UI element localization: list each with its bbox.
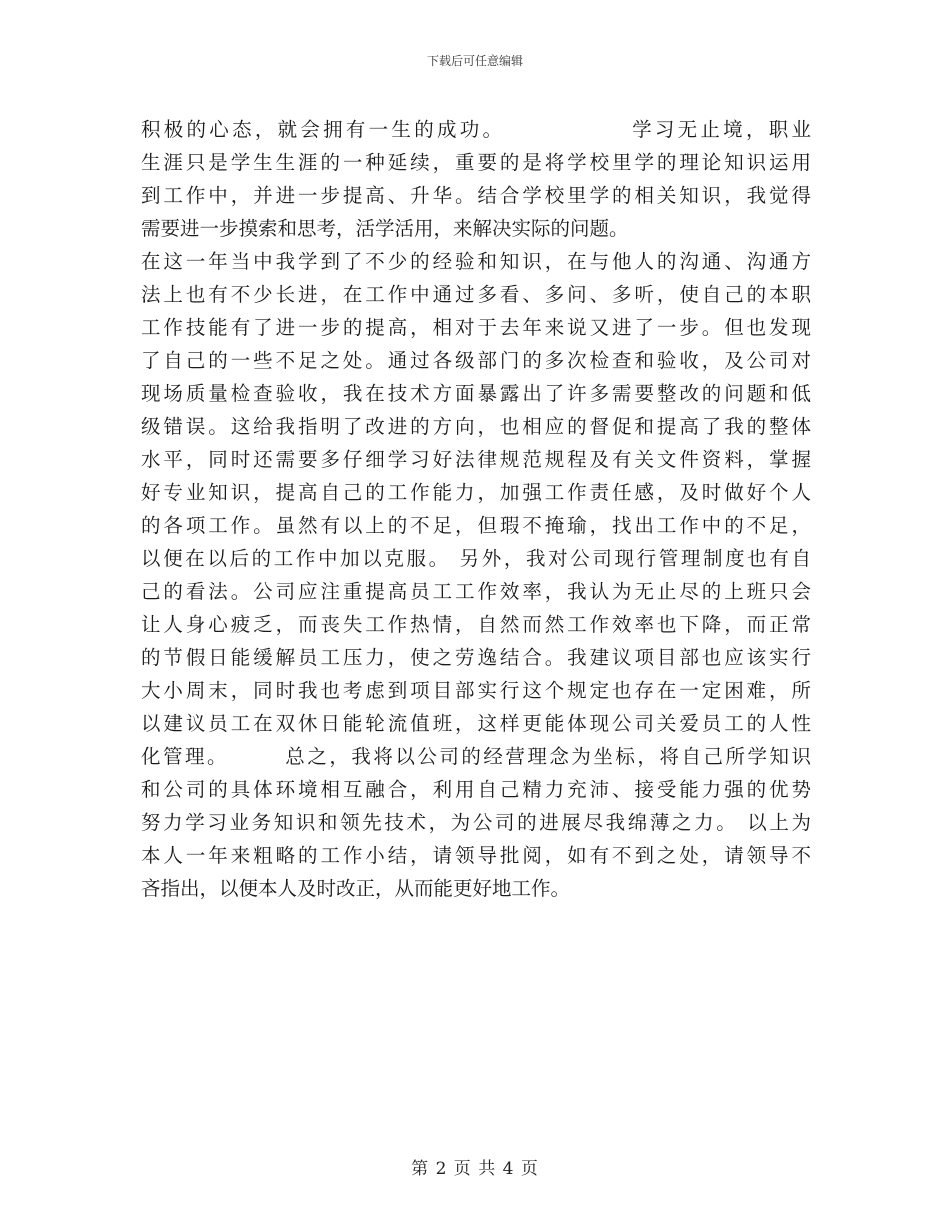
text-line: 在这一年当中我学到了不少的经验和知识，在与他人的沟通、沟通方 bbox=[141, 250, 811, 273]
text-line: 法上也有不少长进，在工作中通过多看、多问、多听，使自己的本职 bbox=[141, 283, 811, 306]
text-line: 以便在以后的工作中加以克服。 另外，我对公司现行管理制度也有自 bbox=[141, 547, 811, 570]
text-line: 现场质量检查验收，我在技术方面暴露出了许多需要整改的问题和低 bbox=[141, 382, 811, 405]
text-line: 吝指出，以便本人及时改正，从而能更好地工作。 bbox=[141, 877, 571, 900]
text-line: 化管理。 总之，我将以公司的经营理念为坐标，将自己所学知识 bbox=[141, 745, 811, 768]
text-line: 以建议员工在双休日能轮流值班，这样更能体现公司关爱员工的人性 bbox=[141, 712, 811, 735]
text-line: 积极的心态，就会拥有一生的成功。 学习无止境，职业 bbox=[141, 118, 811, 141]
text-line: 好专业知识，提高自己的工作能力，加强工作责任感，及时做好个人 bbox=[141, 481, 811, 504]
text-line: 水平，同时还需要多仔细学习好法律规范规程及有关文件资料，掌握 bbox=[141, 448, 811, 471]
text-line: 本人一年来粗略的工作小结，请领导批阅，如有不到之处，请领导不 bbox=[141, 844, 811, 867]
text-line: 大小周末，同时我也考虑到项目部实行这个规定也存在一定困难，所 bbox=[141, 679, 811, 702]
text-line: 生涯只是学生生涯的一种延续，重要的是将学校里学的理论知识运用 bbox=[141, 151, 811, 174]
text-line: 级错误。这给我指明了改进的方向，也相应的督促和提高了我的整体 bbox=[141, 415, 811, 438]
text-line: 的各项工作。虽然有以上的不足，但瑕不掩瑜，找出工作中的不足， bbox=[141, 514, 811, 537]
text-line: 到工作中，并进一步提高、升华。结合学校里学的相关知识，我觉得 bbox=[141, 184, 811, 207]
text-line: 努力学习业务知识和领先技术，为公司的进展尽我绵薄之力。 以上为 bbox=[141, 811, 811, 834]
text-line: 己的看法。公司应注重提高员工工作效率，我认为无止尽的上班只会 bbox=[141, 580, 811, 603]
text-line: 的节假日能缓解员工压力，使之劳逸结合。我建议项目部也应该实行 bbox=[141, 646, 811, 669]
page-header: 下载后可任意编辑 bbox=[426, 54, 523, 68]
text-line: 让人身心疲乏，而丧失工作热情，自然而然工作效率也下降，而正常 bbox=[141, 613, 811, 636]
page-number: 第 2 页 共 4 页 bbox=[411, 1159, 539, 1179]
text-line: 需要进一步摸索和思考，活学活用，来解决实际的问题。 bbox=[141, 217, 629, 240]
text-line: 了自己的一些不足之处。通过各级部门的多次检查和验收，及公司对 bbox=[141, 349, 811, 372]
document-body bbox=[141, 113, 811, 905]
text-line: 和公司的具体环境相互融合，利用自己精力充沛、接受能力强的优势 bbox=[141, 778, 811, 801]
text-line: 工作技能有了进一步的提高，相对于去年来说又进了一步。但也发现 bbox=[141, 316, 811, 339]
